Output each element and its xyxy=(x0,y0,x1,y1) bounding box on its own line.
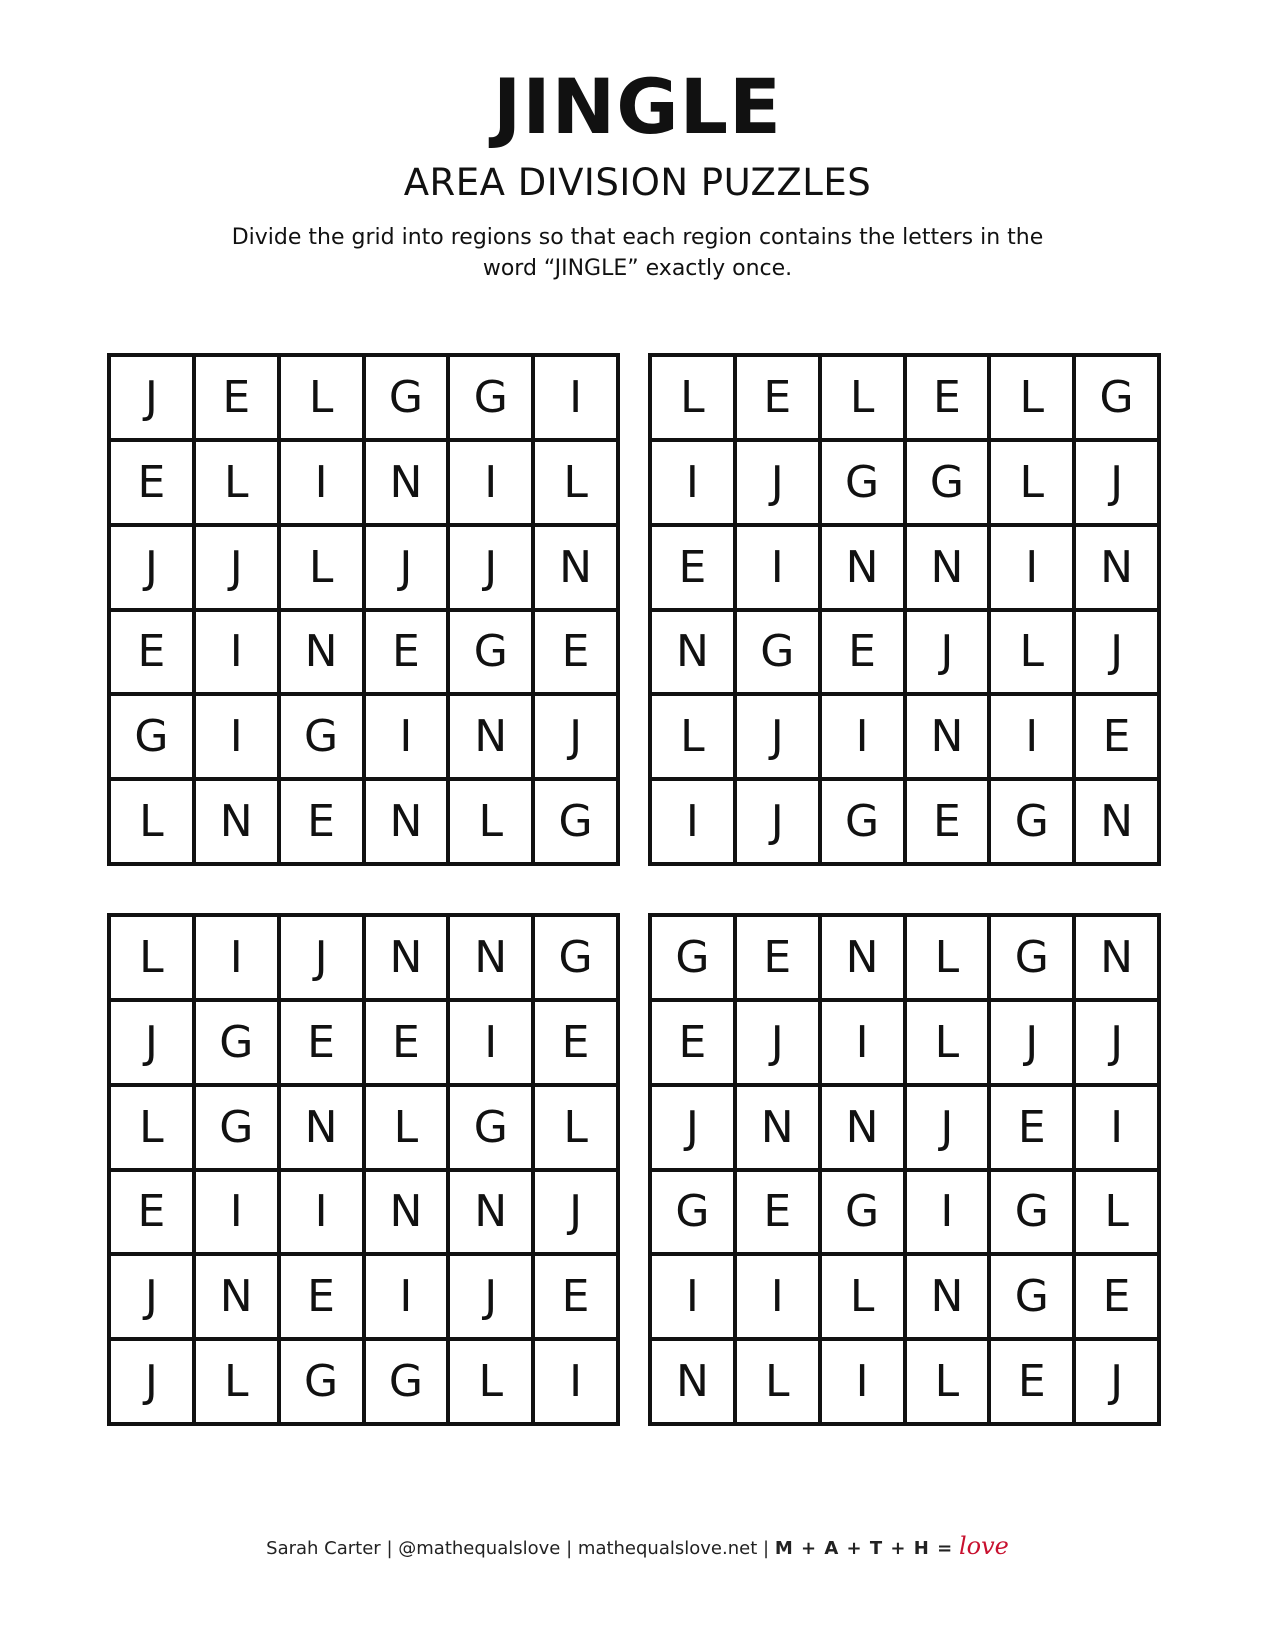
grid-cell: L xyxy=(650,694,735,779)
footer-separator: | xyxy=(386,1538,393,1559)
page-title: JINGLE xyxy=(493,62,782,151)
grid-cell: N xyxy=(1074,779,1159,864)
grid-cell: E xyxy=(364,1000,449,1085)
grid-cell: N xyxy=(533,525,618,610)
grid-cell: N xyxy=(650,1339,735,1424)
grid-cell: G xyxy=(448,610,533,695)
footer-author: Sarah Carter xyxy=(266,1538,381,1559)
grid-cell: J xyxy=(533,694,618,779)
grid-cell: N xyxy=(448,915,533,1000)
grid-cell: N xyxy=(1074,915,1159,1000)
grid-cell: E xyxy=(533,1000,618,1085)
grid-cell: E xyxy=(279,1000,364,1085)
grid-cell: G xyxy=(364,355,449,440)
grid-cell: I xyxy=(735,1254,820,1339)
grid-cell: N xyxy=(820,1085,905,1170)
grid-cell: J xyxy=(1074,610,1159,695)
grid-cell: L xyxy=(1074,1170,1159,1255)
grid-cell: E xyxy=(820,610,905,695)
puzzle-grid-2 xyxy=(648,353,1161,866)
grid-cell: J xyxy=(448,525,533,610)
grid-cell: L xyxy=(905,1339,990,1424)
grid-cell: G xyxy=(735,610,820,695)
grid-cell: N xyxy=(650,610,735,695)
grid-cell: N xyxy=(1074,525,1159,610)
grid-cell: I xyxy=(448,1000,533,1085)
grid-cell: N xyxy=(448,1170,533,1255)
grid-cell: N xyxy=(194,1254,279,1339)
grid-cell: I xyxy=(533,355,618,440)
grid-cell: J xyxy=(194,525,279,610)
grid-cell: L xyxy=(448,1339,533,1424)
grid-cell: E xyxy=(905,355,990,440)
grid-cell: J xyxy=(735,440,820,525)
grid-cell: J xyxy=(989,1000,1074,1085)
grid-cell: N xyxy=(905,694,990,779)
grid-cell: J xyxy=(905,610,990,695)
grid-cell: I xyxy=(989,525,1074,610)
grid-cell: J xyxy=(279,915,364,1000)
grid-cell: J xyxy=(364,525,449,610)
grid-cell: J xyxy=(109,1254,194,1339)
grid-cell: I xyxy=(650,1254,735,1339)
grid-cell: N xyxy=(279,1085,364,1170)
grid-cell: G xyxy=(533,915,618,1000)
grid-cell: G xyxy=(650,1170,735,1255)
footer-separator: | xyxy=(763,1538,770,1559)
grid-cell: L xyxy=(279,525,364,610)
grid-cell: J xyxy=(735,694,820,779)
instructions-line-2: word “JINGLE” exactly once. xyxy=(482,256,793,281)
grid-cell: N xyxy=(364,779,449,864)
grid-cell: E xyxy=(364,610,449,695)
grid-cell: N xyxy=(905,1254,990,1339)
grid-cell: N xyxy=(364,1170,449,1255)
footer-separator: | xyxy=(566,1538,573,1559)
grid-cell: N xyxy=(820,525,905,610)
grid-cell: L xyxy=(735,1339,820,1424)
grid-cell: G xyxy=(194,1000,279,1085)
grid-cell: E xyxy=(989,1085,1074,1170)
grid-cell: G xyxy=(109,694,194,779)
grid-cell: I xyxy=(194,1170,279,1255)
grid-cell: E xyxy=(109,1170,194,1255)
grid-cell: L xyxy=(194,1339,279,1424)
grid-cell: L xyxy=(650,355,735,440)
grid-cell: L xyxy=(989,440,1074,525)
grid-cell: L xyxy=(820,1254,905,1339)
grid-cell: I xyxy=(905,1170,990,1255)
grid-cell: L xyxy=(109,779,194,864)
grid-cell: I xyxy=(820,694,905,779)
grid-cell: L xyxy=(989,610,1074,695)
grid-cell: L xyxy=(533,1085,618,1170)
grid-cell: J xyxy=(109,1000,194,1085)
grid-cell: N xyxy=(448,694,533,779)
page-subtitle: AREA DIVISION PUZZLES xyxy=(403,161,872,204)
puzzle-grid-4 xyxy=(648,913,1161,1426)
grid-cell: J xyxy=(1074,1000,1159,1085)
instructions-line-1: Divide the grid into regions so that each region contains the letters in the xyxy=(231,225,1044,250)
grid-cell: G xyxy=(989,779,1074,864)
grid-cell: E xyxy=(650,525,735,610)
grid-cell: J xyxy=(448,1254,533,1339)
grid-cell: J xyxy=(1074,1339,1159,1424)
instructions xyxy=(170,222,1105,284)
grid-cell: G xyxy=(820,779,905,864)
grid-cell: E xyxy=(735,1170,820,1255)
grid-cell: E xyxy=(905,779,990,864)
grid-cell: E xyxy=(735,915,820,1000)
grid-cell: G xyxy=(279,694,364,779)
puzzle-grid-1 xyxy=(107,353,620,866)
grid-cell: J xyxy=(533,1170,618,1255)
grid-cell: E xyxy=(194,355,279,440)
grid-cell: I xyxy=(1074,1085,1159,1170)
grid-cell: I xyxy=(448,440,533,525)
footer-brand: M + A + T + H = xyxy=(774,1538,954,1559)
grid-cell: G xyxy=(820,1170,905,1255)
grid-cell: L xyxy=(279,355,364,440)
grid-cell: I xyxy=(650,440,735,525)
footer-handle: @mathequalslove xyxy=(398,1538,561,1559)
grid-cell: N xyxy=(194,779,279,864)
grid-cell: J xyxy=(109,1339,194,1424)
grid-cell: L xyxy=(820,355,905,440)
grid-cell: E xyxy=(989,1339,1074,1424)
grid-cell: G xyxy=(194,1085,279,1170)
grid-cell: G xyxy=(533,779,618,864)
grid-cell: I xyxy=(989,694,1074,779)
grid-cell: E xyxy=(650,1000,735,1085)
grid-cell: G xyxy=(1074,355,1159,440)
grid-cell: L xyxy=(533,440,618,525)
grid-cell: G xyxy=(989,1254,1074,1339)
grid-cell: J xyxy=(1074,440,1159,525)
grid-cell: G xyxy=(364,1339,449,1424)
grid-cell: E xyxy=(1074,694,1159,779)
grid-cell: L xyxy=(905,1000,990,1085)
grid-cell: G xyxy=(448,1085,533,1170)
grid-cell: J xyxy=(109,355,194,440)
grid-cell: G xyxy=(448,355,533,440)
grid-cell: N xyxy=(364,440,449,525)
grid-cell: L xyxy=(194,440,279,525)
grid-cell: I xyxy=(364,1254,449,1339)
grid-cell: G xyxy=(279,1339,364,1424)
grid-cell: E xyxy=(1074,1254,1159,1339)
grid-cell: J xyxy=(735,779,820,864)
grid-cell: J xyxy=(905,1085,990,1170)
grid-cell: I xyxy=(194,915,279,1000)
grid-cell: E xyxy=(735,355,820,440)
grid-cell: I xyxy=(820,1339,905,1424)
grid-cell: L xyxy=(109,915,194,1000)
grid-cell: I xyxy=(194,610,279,695)
grid-cell: N xyxy=(905,525,990,610)
grid-cell: E xyxy=(533,1254,618,1339)
puzzle-grid-3 xyxy=(107,913,620,1426)
grid-cell: E xyxy=(109,440,194,525)
grid-cell: N xyxy=(364,915,449,1000)
grid-cell: I xyxy=(279,440,364,525)
footer-love-logo: love xyxy=(958,1532,1009,1560)
grid-cell: E xyxy=(109,610,194,695)
grid-cell: L xyxy=(905,915,990,1000)
grid-cell: L xyxy=(989,355,1074,440)
grid-cell: J xyxy=(650,1085,735,1170)
grid-cell: G xyxy=(905,440,990,525)
grid-cell: I xyxy=(820,1000,905,1085)
grid-cell: N xyxy=(279,610,364,695)
grid-cell: J xyxy=(109,525,194,610)
grid-cell: E xyxy=(279,779,364,864)
grid-cell: I xyxy=(279,1170,364,1255)
grid-cell: I xyxy=(533,1339,618,1424)
grid-cell: G xyxy=(989,1170,1074,1255)
grid-cell: G xyxy=(820,440,905,525)
grid-cell: N xyxy=(735,1085,820,1170)
grid-cell: L xyxy=(109,1085,194,1170)
grid-cell: I xyxy=(735,525,820,610)
grid-cell: J xyxy=(735,1000,820,1085)
grid-cell: I xyxy=(194,694,279,779)
grid-cell: E xyxy=(279,1254,364,1339)
footer-website: mathequalslove.net xyxy=(577,1538,758,1559)
grid-cell: I xyxy=(364,694,449,779)
grid-cell: L xyxy=(448,779,533,864)
grid-cell: N xyxy=(820,915,905,1000)
grid-cell: G xyxy=(989,915,1074,1000)
grid-cell: G xyxy=(650,915,735,1000)
footer xyxy=(0,1532,1275,1563)
grid-cell: I xyxy=(650,779,735,864)
grid-cell: E xyxy=(533,610,618,695)
grid-cell: L xyxy=(364,1085,449,1170)
